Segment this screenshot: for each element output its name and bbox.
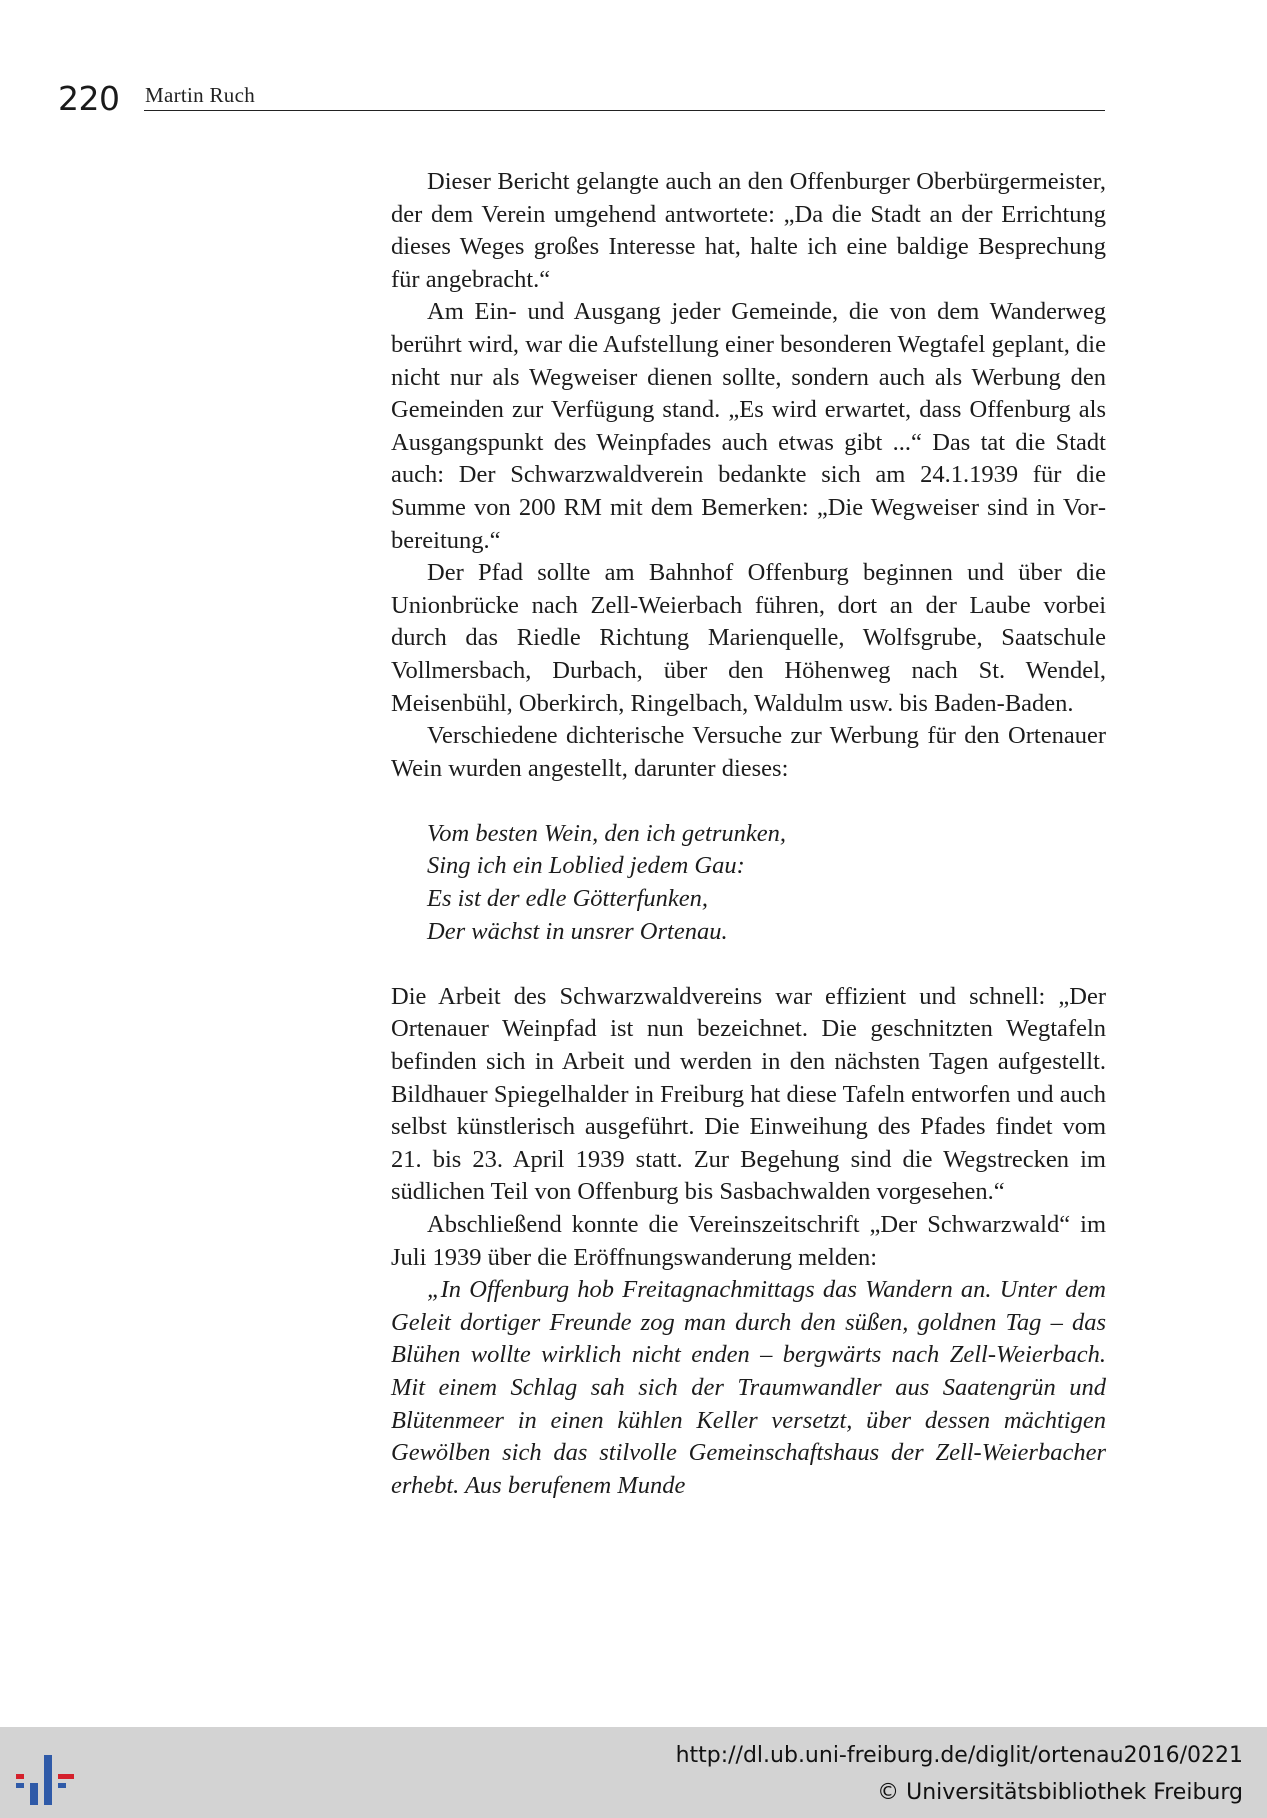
poem [427,818,1106,948]
poem-line: Sing ich ein Loblied jedem Gau: [427,852,745,880]
logo-segment [44,1755,52,1805]
logo-segment [30,1783,38,1805]
poem-line: Es ist der edle Götterfunken, [427,885,709,913]
paragraph: Abschließend konnte die Vereinszeitschrift „Der Schwarzwald“ im Juli 1939 über die Eröffnungswanderung melden: [391,1211,1106,1271]
paragraph: Verschiedene dichterische Versuche zur Werbung für den Ortenauer Wein wurden angestellt, darunter dieses: [391,722,1106,782]
ub-freiburg-logo-icon[interactable] [12,1743,80,1815]
main-text [391,166,1106,1502]
page-number: 220 [58,79,120,118]
poem-line: Vom besten Wein, den ich getrunken, [427,819,787,847]
logo-segment [58,1774,74,1779]
logo-segment [16,1783,24,1788]
logo-segment [16,1774,24,1779]
poem-line: Der wächst in unsrer Ortenau. [427,917,728,945]
source-url[interactable]: http://dl.ub.uni-freiburg.de/diglit/ortenau2016/0221 [675,1743,1243,1768]
paragraph: Die Arbeit des Schwarzwaldvereins war effizient und schnell: „Der Ortenauer Weinpfad ist nun bezeichnet. Die geschnitzten Wegtafeln befinden sich in Arbeit und werden in den nächsten Tagen aufgestellt. Bildhauer Spiegelhalder in Freiburg hat diese Tafeln entworfen und auch selbst künstlerisch ausgeführt. Die Einweihung des Pfades findet vom 21. bis 23. April 1939 statt. Zur Begehung sind die Wegstrecken im südlichen Teil von Offenburg bis Sasbachwalden vorgesehen.“ [391,982,1106,1206]
paragraph: Der Pfad sollte am Bahnhof Offenburg beginnen und über die Unionbrücke nach Zell-Weierbach führen, dort an der Laube vorbei durch das Riedle Richtung Marienquelle, Wolfsgrube, Saatschule Vollmersbach, Durbach, über den Höhenweg nach St. Wendel, Meisenbühl, Oberkirch, Ringelbach, Waldulm usw. bis Baden-Baden. [391,559,1106,717]
logo-segment [58,1783,66,1788]
header-rule [144,110,1105,111]
page-footer [0,1727,1267,1818]
page-header [0,0,1267,120]
running-head-author: Martin Ruch [145,83,256,107]
block-quote: „In Offenburg hob Freitagnachmittags das Wandern an. Unter dem Geleit dortiger Freunde zog man durch den süßen, goldnen Tag – das Blühen wollte wirklich nicht enden – bergwärts nach Zell-Weierbach. Mit einem Schlag sah sich der Traumwandler aus Saatengrün und Blütenmeer in einen kühlen Keller versetzt, über dessen mächtigen Gewölben sich das stilvolle Gemeinschaftshaus der Zell-Weierbacher erhebt. Aus berufenem Munde [391,1276,1106,1499]
paragraph: Dieser Bericht gelangte auch an den Offenburger Oberbürgermeister, der dem Verein umgehend antwortete: „Da die Stadt an der Errichtung dieses Weges großes Interesse hat, halte ich eine baldige Besprechung für angebracht.“ [391,168,1106,293]
paragraph: Am Ein- und Ausgang jeder Gemeinde, die von dem Wanderweg berührt wird, war die Aufstellung einer besonderen Wegtafel geplant, die nicht nur als Wegweiser dienen sollte, sondern auch als Werbung den Gemeinden zur Verfügung stand. „Es wird erwartet, dass Offenburg als Ausgangspunkt des Weinpfades auch etwas gibt ...“ Das tat die Stadt auch: Der Schwarzwaldverein bedankte sich am 24.1.1939 für die Summe von 200 RM mit dem Bemerken: „Die Wegweiser sind in Vorbereitung.“ [391,298,1106,554]
copyright-notice: © Universitätsbibliothek Freiburg [877,1780,1243,1805]
